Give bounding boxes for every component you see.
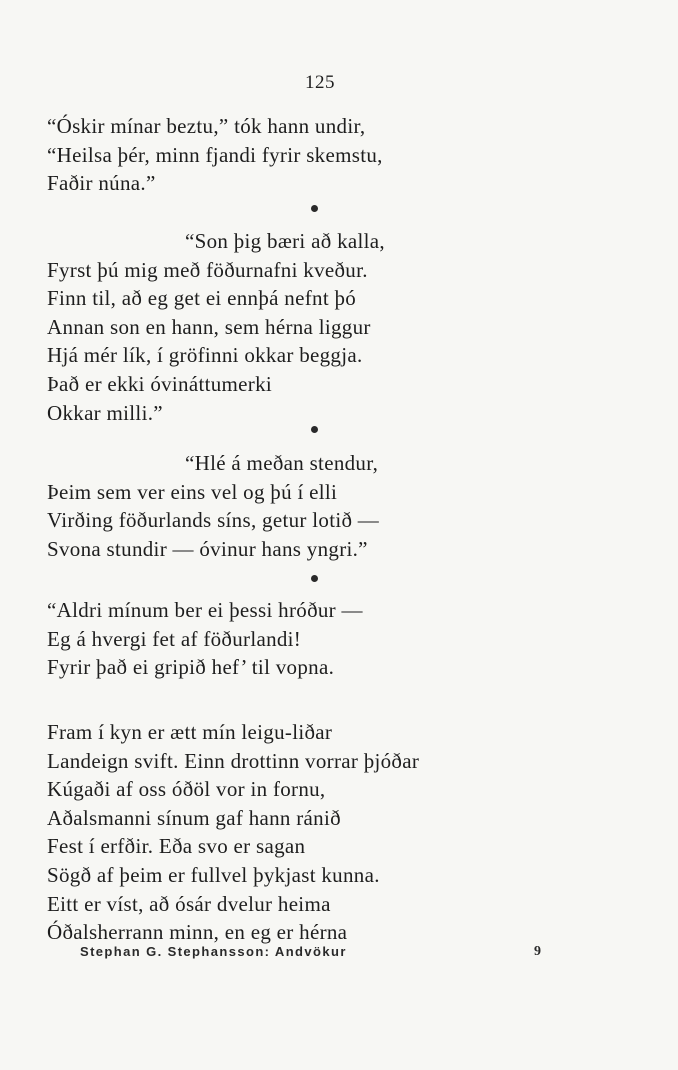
verse-line: Hjá mér lík, í gröfinni okkar beggja. [47,343,363,368]
verse-line: Eitt er víst, að ósár dvelur heima [47,891,331,916]
verse-line: Þeim sem ver eins vel og þú í elli [47,479,338,504]
verse-line: Aðalsmanni sínum gaf hann ránið [47,805,341,830]
verse-line: Fyrir það ei gripið hef’ til vopna. [47,655,335,680]
verse-line: Fest í erfðir. Eða svo er sagan [47,834,306,859]
verse-line: “Son þig bæri að kalla, [185,229,385,253]
stanza-3 [47,449,379,563]
verse-line: Okkar milli.” [47,400,163,425]
verse-line: Finn til, að eg get ei ennþá nefnt þó [47,286,357,311]
stanza-separator-bullet [311,426,318,433]
stanza-separator-bullet [311,205,318,212]
verse-line: Eg á hvergi fet af föðurlandi! [47,626,302,651]
verse-line: Það er ekki óvináttumerki [47,371,273,396]
verse-line: Fram í kyn er ætt mín leigu-liðar [47,720,333,744]
stanza-4 [47,596,363,682]
verse-line: Sögð af þeim er fullvel þykjast kunna. [47,862,380,887]
stanza-separator-bullet [311,575,318,582]
verse-line: Virðing föðurlands síns, getur lotið — [47,508,380,533]
verse-line: Óðalsherrann minn, en eg er hérna [47,920,348,945]
page-number: 125 [305,72,335,93]
stanza-2 [47,227,385,427]
verse-line: Faðir núna.” [47,171,156,196]
verse-line: Fyrst þú mig með föðurnafni kveður. [47,257,368,282]
verse-line: “Aldri mínum ber ei þessi hróður — [47,598,363,622]
running-footer: Stephan G. Stephansson: Andvökur [80,944,347,959]
verse-line: Annan son en hann, sem hérna liggur [47,314,371,339]
verse-line: Svona stundir — óvinur hans yngri.” [47,536,368,561]
signature-mark: 9 [534,944,541,959]
verse-line: “Heilsa þér, minn fjandi fyrir skemstu, [47,142,383,167]
verse-line: “Óskir mínar beztu,” tók hann undir, [47,114,366,138]
verse-line: “Hlé á meðan stendur, [185,451,379,475]
verse-line: Kúgaði af oss óðöl vor in fornu, [47,777,326,802]
verse-line: Landeign svift. Einn drottinn vorrar þjóðar [47,748,420,773]
stanza-5 [47,718,419,947]
stanza-1 [47,112,383,198]
